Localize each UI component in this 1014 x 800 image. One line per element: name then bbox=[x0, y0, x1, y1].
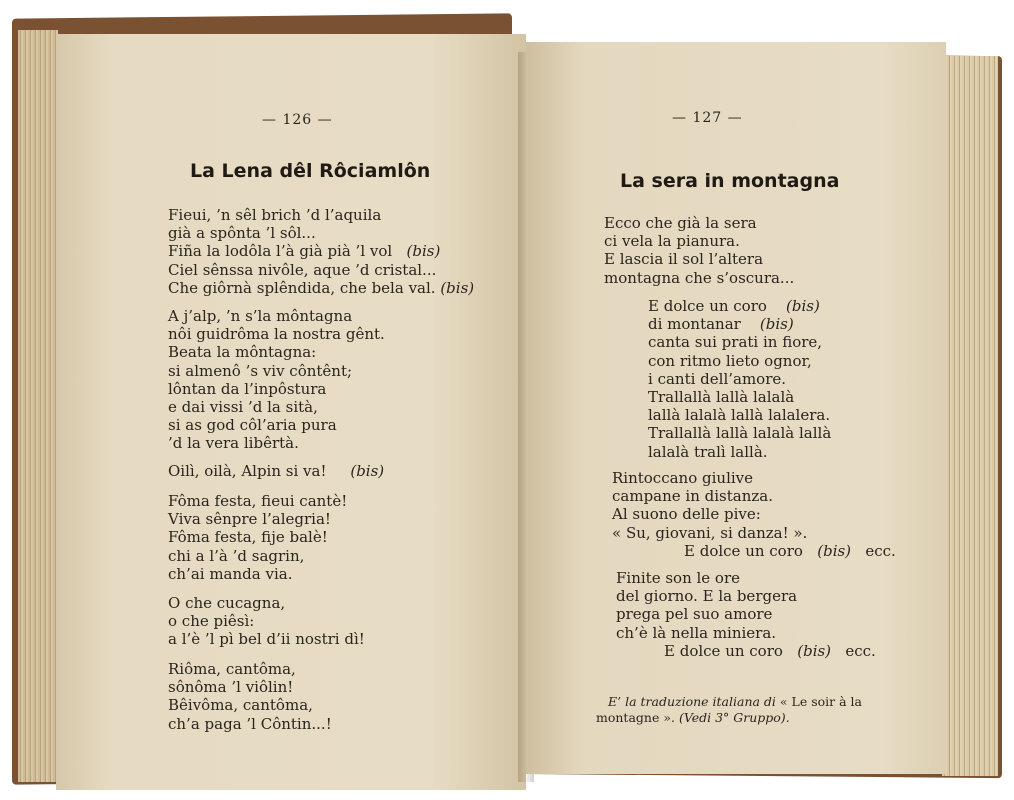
bis-mark: (bis) bbox=[406, 242, 441, 261]
verse-line: Ciel sênssa nivôle, aque ’d cristal... bbox=[168, 260, 437, 279]
verse-line: nôi guidrôma la nostra gênt. bbox=[168, 325, 385, 344]
verse-line: Finite son le ore bbox=[616, 569, 741, 587]
page-number-right: — 127 — bbox=[672, 110, 743, 126]
verse-line: e dai vissi ’d la sità, bbox=[168, 398, 318, 417]
verse-line: a l’è ’l pì bel d’ii nostri dì! bbox=[168, 630, 365, 649]
bis-mark: (bis) bbox=[440, 278, 475, 297]
refrain-line: E dolce un coro (bis) ecc. bbox=[684, 541, 896, 560]
stanza-left-4 bbox=[168, 492, 347, 583]
verse-line: Fiña la lodôla l’à già pià ’l vol (bis) bbox=[168, 242, 441, 261]
verse-line: Trallallà lallà lalalà bbox=[648, 388, 795, 407]
page-edges-left bbox=[18, 30, 58, 782]
verse-line: Ecco che già la sera bbox=[604, 214, 757, 232]
verse-line: Fôma festa, fieui cantè! bbox=[168, 492, 348, 510]
verse-line: ci vela la pianura. bbox=[604, 232, 740, 251]
verse-line: Al suono delle pive: bbox=[612, 505, 761, 524]
verse-line: E lascia il sol l’altera bbox=[604, 250, 764, 269]
verse-line: montagna che s’oscura... bbox=[604, 268, 795, 287]
verse-line: si as god côl’aria pura bbox=[168, 416, 337, 435]
verse-line: lallà lalalà lallà lalalera. bbox=[648, 406, 831, 425]
verse-line: A j’alp, ’n s’la môntagna bbox=[168, 307, 353, 325]
verse-line: Fôma festa, fije balè! bbox=[168, 528, 328, 547]
verse-line: Rintoccano giulive bbox=[612, 469, 754, 487]
verse-line: Fieui, ’n sêl brich ’d l’aquila bbox=[168, 206, 382, 224]
verse-line: ’d la vera libêrtà. bbox=[168, 434, 299, 453]
verse-line: campane in distanza. bbox=[612, 487, 773, 506]
verse-line: « Su, giovani, si danza! ». bbox=[612, 523, 808, 542]
verse-line: prega pel suo amore bbox=[616, 605, 773, 624]
verse-line: sônôma ’l viôlin! bbox=[168, 678, 294, 697]
bis-mark: (bis) bbox=[759, 315, 794, 334]
verse-line: E dolce un coro (bis) bbox=[648, 297, 820, 315]
refrain-line: E dolce un coro (bis) ecc. bbox=[664, 641, 876, 660]
bis-mark: (bis) bbox=[786, 297, 820, 315]
stanza-left-2 bbox=[168, 307, 385, 453]
left-page bbox=[56, 34, 526, 790]
verse-line: O che cucagna, bbox=[168, 594, 286, 612]
translation-note: E’ la traduzione italiana di « Le soir à la montagne ». (Vedi 3° Gruppo). bbox=[596, 694, 862, 725]
page-edges-right bbox=[942, 56, 998, 776]
verse-line: ch’ai manda via. bbox=[168, 564, 293, 583]
poem-title-right: La sera in montagna bbox=[620, 170, 840, 192]
page-number-left: — 126 — bbox=[262, 112, 333, 128]
stanza-right-4 bbox=[616, 569, 876, 660]
verse-line: chi a l’à ’d sagrin, bbox=[168, 546, 305, 565]
verse-line: lôntan da l’inpôstura bbox=[168, 379, 327, 398]
stanza-left-1 bbox=[168, 206, 474, 297]
bis-mark: (bis) bbox=[797, 641, 832, 660]
bis-mark: (bis) bbox=[817, 541, 852, 560]
bis-mark: (bis) bbox=[350, 462, 385, 480]
verse-line: Che giôrnà splêndida, che bela val. (bis) bbox=[168, 278, 475, 297]
verse-line: Viva sênpre l’alegria! bbox=[168, 510, 331, 529]
verse-line: canta sui prati in fiore, bbox=[648, 333, 823, 352]
stanza-right-3 bbox=[612, 469, 896, 560]
verse-line: Trallallà lallà lalalà lallà bbox=[648, 424, 832, 443]
stanza-left-3 bbox=[168, 462, 384, 480]
verse-line: lalalà tralì lallà. bbox=[648, 442, 768, 461]
verse-line: o che piêsì: bbox=[168, 612, 255, 631]
stanza-left-5 bbox=[168, 594, 365, 649]
verse-line: Bêivôma, cantôma, bbox=[168, 696, 313, 715]
verse-line: già a spônta ’l sôl... bbox=[168, 224, 316, 243]
verse-line: si almenô ’s viv côntênt; bbox=[168, 361, 353, 380]
verse-line: del giorno. E la bergera bbox=[616, 587, 798, 606]
verse-line: ch’è là nella miniera. bbox=[616, 623, 777, 642]
verse-line: di montanar (bis) bbox=[648, 315, 794, 334]
right-page bbox=[526, 42, 946, 774]
open-book bbox=[12, 12, 1004, 780]
stanza-right-2 bbox=[648, 297, 831, 461]
verse-line: Beata la môntagna: bbox=[168, 343, 317, 362]
verse-line: con ritmo lieto ognor, bbox=[648, 351, 812, 370]
stanza-left-6 bbox=[168, 660, 332, 733]
verse-line: ch’a paga ’l Côntin...! bbox=[168, 714, 332, 733]
verse-line: i canti dell’amore. bbox=[648, 369, 787, 388]
poem-title-left: La Lena dêl Rôciamlôn bbox=[190, 160, 431, 182]
verse-line: Riôma, cantôma, bbox=[168, 660, 296, 678]
verse-line: Oilì, oilà, Alpin si va! (bis) bbox=[168, 462, 385, 480]
stanza-right-1 bbox=[604, 214, 794, 287]
